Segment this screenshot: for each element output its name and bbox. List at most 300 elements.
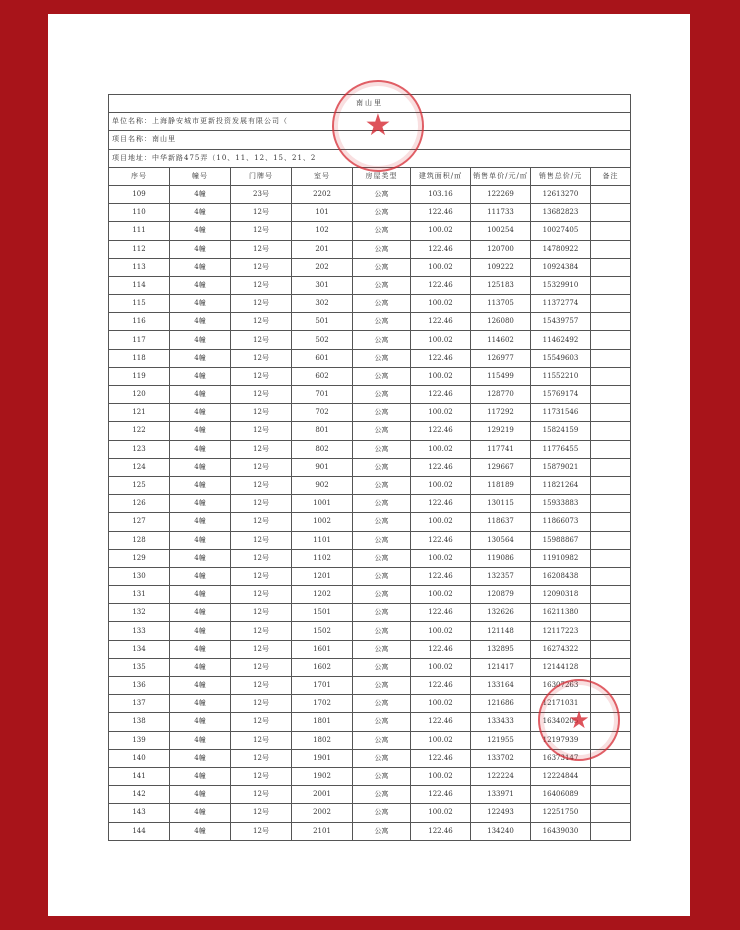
- table-cell: 100.02: [411, 513, 471, 531]
- table-cell: 公寓: [353, 513, 411, 531]
- table-cell: 301: [292, 276, 353, 294]
- table-cell: 12号: [231, 495, 292, 513]
- table-cell: 117: [109, 331, 170, 349]
- table-cell: 130564: [471, 531, 531, 549]
- table-row: [109, 204, 631, 222]
- table-cell: 公寓: [353, 440, 411, 458]
- table-cell: 4幢: [170, 367, 231, 385]
- table-cell: 100.02: [411, 440, 471, 458]
- table-cell: 12号: [231, 677, 292, 695]
- document-title: 南山里: [109, 95, 631, 113]
- red-seal-star-icon: ★: [364, 108, 392, 143]
- table-cell: 113705: [471, 295, 531, 313]
- table-cell: 12号: [231, 276, 292, 294]
- table-cell: 4幢: [170, 295, 231, 313]
- table-cell: 2001: [292, 786, 353, 804]
- table-cell: 4幢: [170, 440, 231, 458]
- table-cell: 100.02: [411, 586, 471, 604]
- table-cell: 公寓: [353, 767, 411, 785]
- table-cell: 133702: [471, 749, 531, 767]
- table-cell: 4幢: [170, 495, 231, 513]
- table-cell: 4幢: [170, 185, 231, 203]
- table-cell: 12号: [231, 604, 292, 622]
- table-cell: 12号: [231, 386, 292, 404]
- table-cell: 1702: [292, 695, 353, 713]
- table-cell: 4幢: [170, 331, 231, 349]
- table-cell: 137: [109, 695, 170, 713]
- table-cell: [591, 367, 631, 385]
- table-cell: 1901: [292, 749, 353, 767]
- company-name: 上海静安城市更新投资发展有限公司（: [152, 117, 288, 126]
- table-cell: 1801: [292, 713, 353, 731]
- project-name: 南山里: [152, 135, 176, 144]
- table-row: [109, 367, 631, 385]
- table-row: [109, 331, 631, 349]
- table-cell: 111: [109, 222, 170, 240]
- table-cell: 12号: [231, 313, 292, 331]
- table-cell: 801: [292, 422, 353, 440]
- table-cell: 1201: [292, 567, 353, 585]
- table-cell: 公寓: [353, 367, 411, 385]
- table-cell: 136: [109, 677, 170, 695]
- table-cell: 114602: [471, 331, 531, 349]
- table-cell: 122: [109, 422, 170, 440]
- table-cell: 4幢: [170, 276, 231, 294]
- table-cell: 公寓: [353, 204, 411, 222]
- table-cell: 122224: [471, 767, 531, 785]
- company-seal-top: [332, 80, 424, 172]
- table-cell: 138: [109, 713, 170, 731]
- table-cell: 122.46: [411, 749, 471, 767]
- table-cell: 12号: [231, 422, 292, 440]
- table-cell: 4幢: [170, 204, 231, 222]
- table-cell: 100.02: [411, 331, 471, 349]
- table-cell: 122.46: [411, 604, 471, 622]
- table-cell: 4幢: [170, 458, 231, 476]
- table-cell: 公寓: [353, 731, 411, 749]
- table-cell: 12号: [231, 349, 292, 367]
- table-cell: 4幢: [170, 349, 231, 367]
- table-cell: 公寓: [353, 804, 411, 822]
- table-row: [109, 185, 631, 203]
- table-row: [109, 386, 631, 404]
- table-cell: 15933883: [531, 495, 591, 513]
- table-cell: 120879: [471, 586, 531, 604]
- table-cell: 16439030: [531, 822, 591, 840]
- table-cell: 12号: [231, 713, 292, 731]
- table-row: [109, 295, 631, 313]
- table-cell: 公寓: [353, 222, 411, 240]
- table-cell: 12号: [231, 222, 292, 240]
- address-value: 中华新路475弄（10、11、12、15、21、2: [152, 153, 317, 162]
- table-row: [109, 513, 631, 531]
- table-cell: 126: [109, 495, 170, 513]
- table-cell: 131: [109, 586, 170, 604]
- table-cell: 公寓: [353, 695, 411, 713]
- table-row: [109, 404, 631, 422]
- table-cell: [591, 586, 631, 604]
- table-cell: 公寓: [353, 295, 411, 313]
- table-cell: 4幢: [170, 822, 231, 840]
- table-cell: 122493: [471, 804, 531, 822]
- table-cell: 16406089: [531, 786, 591, 804]
- table-cell: 10027405: [531, 222, 591, 240]
- table-cell: 112: [109, 240, 170, 258]
- table-cell: 128770: [471, 386, 531, 404]
- table-cell: 123: [109, 440, 170, 458]
- table-cell: 4幢: [170, 513, 231, 531]
- table-cell: 公寓: [353, 258, 411, 276]
- table-cell: 100.02: [411, 258, 471, 276]
- table-cell: 12613270: [531, 185, 591, 203]
- column-header: 序号: [109, 167, 170, 185]
- table-cell: 100.02: [411, 695, 471, 713]
- table-cell: 702: [292, 404, 353, 422]
- table-cell: 12224844: [531, 767, 591, 785]
- table-cell: 127: [109, 513, 170, 531]
- table-cell: 133971: [471, 786, 531, 804]
- table-cell: 12号: [231, 786, 292, 804]
- table-cell: 135: [109, 658, 170, 676]
- table-cell: 602: [292, 367, 353, 385]
- table-cell: [591, 240, 631, 258]
- table-row: [109, 258, 631, 276]
- column-header: 门牌号: [231, 167, 292, 185]
- table-cell: 12号: [231, 567, 292, 585]
- table-cell: 122.46: [411, 276, 471, 294]
- table-cell: 15879021: [531, 458, 591, 476]
- table-cell: 133: [109, 622, 170, 640]
- table-cell: 12171031: [531, 695, 591, 713]
- table-cell: 12号: [231, 640, 292, 658]
- table-cell: 115499: [471, 367, 531, 385]
- table-cell: 120: [109, 386, 170, 404]
- table-cell: 4幢: [170, 804, 231, 822]
- table-cell: 11552210: [531, 367, 591, 385]
- table-cell: [591, 804, 631, 822]
- table-row: [109, 549, 631, 567]
- table-cell: 1501: [292, 604, 353, 622]
- column-header: 室号: [292, 167, 353, 185]
- table-cell: 公寓: [353, 422, 411, 440]
- table-cell: 121148: [471, 622, 531, 640]
- table-cell: 134240: [471, 822, 531, 840]
- table-cell: 11776455: [531, 440, 591, 458]
- table-cell: 4幢: [170, 549, 231, 567]
- table-row: [109, 640, 631, 658]
- table-cell: 118189: [471, 476, 531, 494]
- table-row: [109, 458, 631, 476]
- table-cell: 4幢: [170, 622, 231, 640]
- table-cell: 501: [292, 313, 353, 331]
- table-cell: 公寓: [353, 640, 411, 658]
- table-cell: 13682823: [531, 204, 591, 222]
- table-row: [109, 276, 631, 294]
- table-cell: 119086: [471, 549, 531, 567]
- table-cell: [591, 386, 631, 404]
- table-cell: [591, 331, 631, 349]
- column-header: 备注: [591, 167, 631, 185]
- table-cell: 1601: [292, 640, 353, 658]
- table-cell: 701: [292, 386, 353, 404]
- table-cell: 公寓: [353, 185, 411, 203]
- table-cell: 4幢: [170, 240, 231, 258]
- table-cell: 11866073: [531, 513, 591, 531]
- table-cell: 122.46: [411, 386, 471, 404]
- table-cell: 134: [109, 640, 170, 658]
- table-cell: 11821264: [531, 476, 591, 494]
- table-row: [109, 349, 631, 367]
- table-cell: 122.46: [411, 640, 471, 658]
- table-cell: 12144128: [531, 658, 591, 676]
- table-cell: 129: [109, 549, 170, 567]
- table-cell: [591, 458, 631, 476]
- table-cell: 802: [292, 440, 353, 458]
- table-cell: 115: [109, 295, 170, 313]
- table-cell: [591, 313, 631, 331]
- table-cell: 100.02: [411, 767, 471, 785]
- table-cell: 4幢: [170, 604, 231, 622]
- table-cell: 1902: [292, 767, 353, 785]
- table-cell: 4幢: [170, 786, 231, 804]
- table-cell: 15769174: [531, 386, 591, 404]
- table-cell: 100.02: [411, 622, 471, 640]
- table-row: [109, 422, 631, 440]
- table-cell: 1502: [292, 622, 353, 640]
- table-row: [109, 749, 631, 767]
- table-cell: 4幢: [170, 749, 231, 767]
- table-cell: 100.02: [411, 367, 471, 385]
- table-cell: 12号: [231, 804, 292, 822]
- table-cell: [591, 531, 631, 549]
- table-cell: 100.02: [411, 404, 471, 422]
- table-cell: 4幢: [170, 386, 231, 404]
- table-cell: 12号: [231, 240, 292, 258]
- table-cell: 12号: [231, 658, 292, 676]
- table-cell: 4幢: [170, 640, 231, 658]
- table-cell: 公寓: [353, 276, 411, 294]
- table-cell: [591, 495, 631, 513]
- paper-sheet: [48, 14, 690, 916]
- column-header: 销售单价/元/㎡: [471, 167, 531, 185]
- table-cell: 12号: [231, 295, 292, 313]
- address-label: 项目地址：: [112, 153, 152, 162]
- table-cell: 122.46: [411, 822, 471, 840]
- table-row: [109, 804, 631, 822]
- table-cell: 139: [109, 731, 170, 749]
- red-seal-star-icon: ★: [568, 706, 590, 734]
- table-cell: 公寓: [353, 240, 411, 258]
- table-cell: 15988867: [531, 531, 591, 549]
- table-cell: 100.02: [411, 549, 471, 567]
- table-cell: 公寓: [353, 786, 411, 804]
- table-cell: 109: [109, 185, 170, 203]
- table-cell: 公寓: [353, 604, 411, 622]
- table-cell: 100.02: [411, 295, 471, 313]
- table-cell: [591, 276, 631, 294]
- table-cell: 公寓: [353, 495, 411, 513]
- table-row: [109, 822, 631, 840]
- table-cell: 公寓: [353, 677, 411, 695]
- table-cell: [591, 476, 631, 494]
- table-cell: 4幢: [170, 713, 231, 731]
- table-cell: 16208438: [531, 567, 591, 585]
- table-cell: 12117223: [531, 622, 591, 640]
- table-cell: 公寓: [353, 658, 411, 676]
- table-cell: 116: [109, 313, 170, 331]
- table-cell: 133164: [471, 677, 531, 695]
- table-cell: 1802: [292, 731, 353, 749]
- table-cell: 11462492: [531, 331, 591, 349]
- table-cell: 100254: [471, 222, 531, 240]
- table-cell: 12号: [231, 695, 292, 713]
- table-cell: 132: [109, 604, 170, 622]
- table-cell: 143: [109, 804, 170, 822]
- table-cell: 122.46: [411, 313, 471, 331]
- company-seal-bottom: [538, 679, 620, 761]
- table-cell: 2202: [292, 185, 353, 203]
- table-cell: [591, 440, 631, 458]
- table-cell: 12号: [231, 767, 292, 785]
- table-cell: 122.46: [411, 422, 471, 440]
- table-cell: 12号: [231, 513, 292, 531]
- table-cell: 100.02: [411, 658, 471, 676]
- table-cell: 902: [292, 476, 353, 494]
- table-cell: [591, 567, 631, 585]
- table-cell: 100.02: [411, 731, 471, 749]
- table-cell: [591, 404, 631, 422]
- table-cell: 117292: [471, 404, 531, 422]
- table-cell: 302: [292, 295, 353, 313]
- table-cell: 122.46: [411, 458, 471, 476]
- table-cell: 133433: [471, 713, 531, 731]
- table-cell: 公寓: [353, 586, 411, 604]
- table-cell: 120700: [471, 240, 531, 258]
- table-cell: 121417: [471, 658, 531, 676]
- table-cell: 101: [292, 204, 353, 222]
- table-cell: 16373147: [531, 749, 591, 767]
- table-cell: 15329910: [531, 276, 591, 294]
- table-cell: 109222: [471, 258, 531, 276]
- table-cell: 114: [109, 276, 170, 294]
- table-cell: [591, 513, 631, 531]
- table-cell: 公寓: [353, 458, 411, 476]
- table-row: [109, 786, 631, 804]
- table-cell: 11372774: [531, 295, 591, 313]
- column-header: 房屋类型: [353, 167, 411, 185]
- table-cell: 14780922: [531, 240, 591, 258]
- table-cell: 121955: [471, 731, 531, 749]
- table-cell: 10924384: [531, 258, 591, 276]
- table-cell: 公寓: [353, 531, 411, 549]
- table-cell: 公寓: [353, 331, 411, 349]
- table-cell: 4幢: [170, 404, 231, 422]
- table-cell: 公寓: [353, 549, 411, 567]
- table-cell: 122.46: [411, 677, 471, 695]
- column-header: 建筑面积/㎡: [411, 167, 471, 185]
- table-cell: 4幢: [170, 422, 231, 440]
- table-cell: [591, 222, 631, 240]
- table-cell: 122.46: [411, 495, 471, 513]
- table-cell: 23号: [231, 185, 292, 203]
- table-cell: 125183: [471, 276, 531, 294]
- table-cell: 132895: [471, 640, 531, 658]
- table-cell: 12号: [231, 822, 292, 840]
- table-cell: 公寓: [353, 386, 411, 404]
- table-cell: 公寓: [353, 622, 411, 640]
- table-cell: 4幢: [170, 222, 231, 240]
- table-cell: 4幢: [170, 658, 231, 676]
- table-cell: 12号: [231, 731, 292, 749]
- column-header: 销售总价/元: [531, 167, 591, 185]
- table-cell: 142: [109, 786, 170, 804]
- table-cell: 4幢: [170, 567, 231, 585]
- table-cell: 12号: [231, 531, 292, 549]
- table-cell: 公寓: [353, 822, 411, 840]
- table-cell: 12197939: [531, 731, 591, 749]
- table-cell: [591, 422, 631, 440]
- table-cell: 公寓: [353, 476, 411, 494]
- table-cell: 12号: [231, 367, 292, 385]
- table-cell: 129667: [471, 458, 531, 476]
- table-cell: 102: [292, 222, 353, 240]
- table-cell: 1001: [292, 495, 353, 513]
- table-cell: 117741: [471, 440, 531, 458]
- table-cell: 122.46: [411, 240, 471, 258]
- table-cell: 122.46: [411, 349, 471, 367]
- table-cell: 公寓: [353, 404, 411, 422]
- table-cell: 113: [109, 258, 170, 276]
- table-cell: 100.02: [411, 222, 471, 240]
- table-cell: 12号: [231, 204, 292, 222]
- table-cell: 12号: [231, 749, 292, 767]
- table-cell: 122.46: [411, 204, 471, 222]
- table-cell: [591, 767, 631, 785]
- table-cell: 公寓: [353, 713, 411, 731]
- table-cell: 122269: [471, 185, 531, 203]
- company-label: 单位名称：: [112, 117, 152, 126]
- table-cell: 公寓: [353, 567, 411, 585]
- table-cell: [591, 349, 631, 367]
- table-cell: [591, 786, 631, 804]
- table-cell: 12号: [231, 440, 292, 458]
- table-cell: 公寓: [353, 749, 411, 767]
- table-cell: 202: [292, 258, 353, 276]
- table-cell: 12号: [231, 622, 292, 640]
- table-row: [109, 658, 631, 676]
- table-cell: 15439757: [531, 313, 591, 331]
- column-header: 幢号: [170, 167, 231, 185]
- table-cell: 公寓: [353, 349, 411, 367]
- table-row: [109, 313, 631, 331]
- table-cell: 111733: [471, 204, 531, 222]
- table-cell: 122.46: [411, 786, 471, 804]
- table-cell: 121: [109, 404, 170, 422]
- table-cell: 12号: [231, 404, 292, 422]
- table-cell: 130115: [471, 495, 531, 513]
- table-cell: 4幢: [170, 677, 231, 695]
- table-cell: 126080: [471, 313, 531, 331]
- table-cell: 103.16: [411, 185, 471, 203]
- table-cell: [591, 822, 631, 840]
- table-row: [109, 222, 631, 240]
- table-row: [109, 567, 631, 585]
- table-cell: 110: [109, 204, 170, 222]
- table-cell: 16307263: [531, 677, 591, 695]
- table-cell: 141: [109, 767, 170, 785]
- table-cell: 4幢: [170, 476, 231, 494]
- price-list-document: [108, 94, 630, 841]
